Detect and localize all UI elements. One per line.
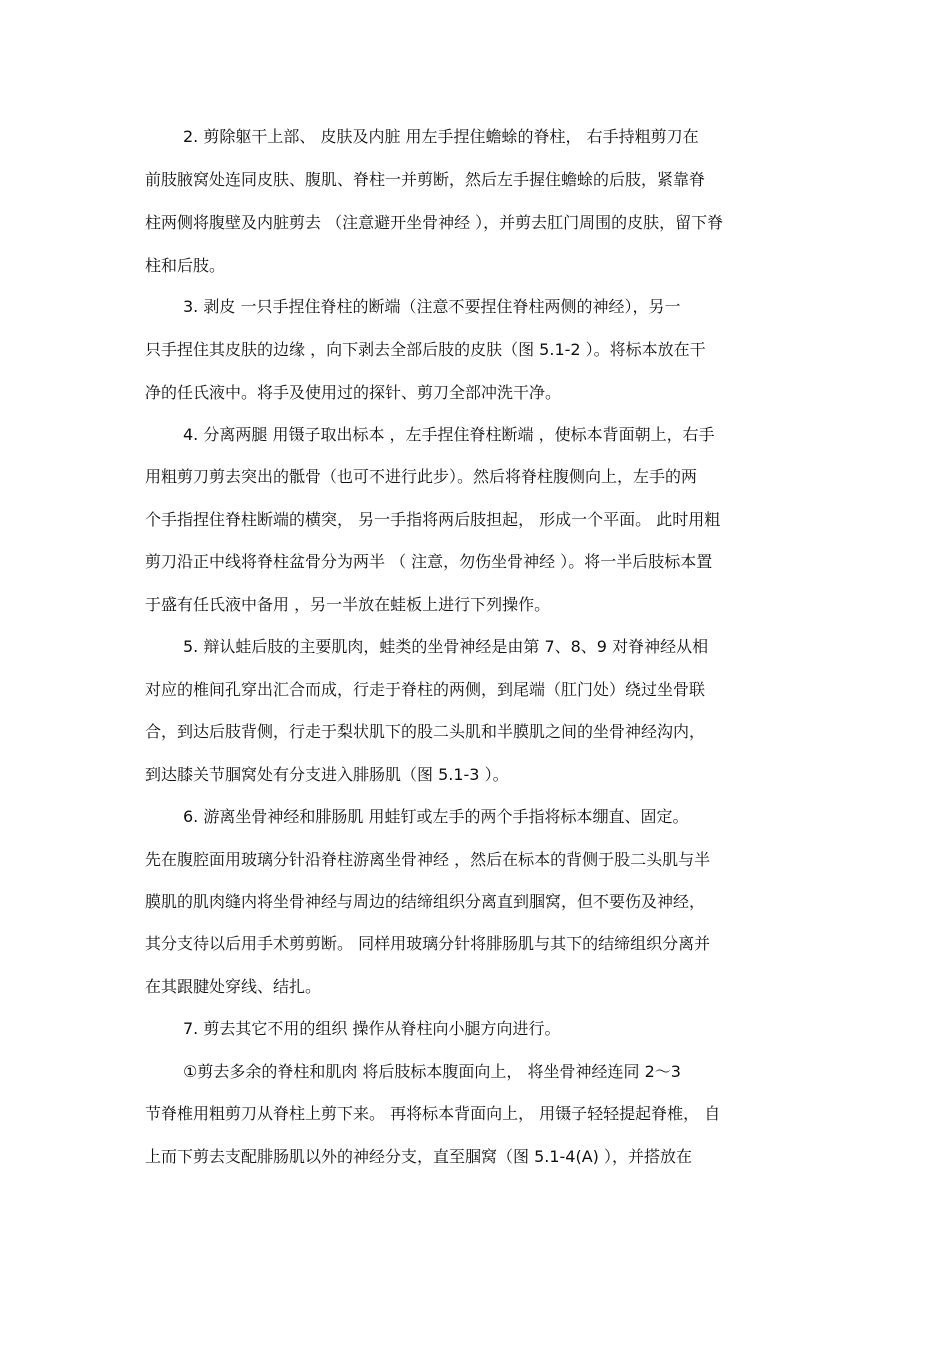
text-line: 5. 辩认蛙后肢的主要肌肉，蛙类的坐骨神经是由第 7、8、9 对脊神经从相 (183, 637, 709, 656)
text-line: 柱两侧将腹壁及内脏剪去 （注意避开坐骨神经 ），并剪去肛门周围的皮肤，留下脊 (145, 213, 724, 232)
text-line: 7. 剪去其它不用的组织 操作从脊柱向小腿方向进行。 (183, 1019, 561, 1038)
text-line: 2. 剪除躯干上部、 皮肤及内脏 用左手捏住蟾蜍的脊柱， 右手持粗剪刀在 (183, 127, 699, 146)
text-line: 上而下剪去支配腓肠肌以外的神经分支，直至腘窝（图 5.1-4(A) ），并搭放在 (145, 1147, 693, 1166)
text-line: 4. 分离两腿 用镊子取出标本 ，左手捏住脊柱断端 ，使标本背面朝上，右手 (183, 425, 715, 444)
text-line: 合，到达后肢背侧，行走于梨状肌下的股二头肌和半膜肌之间的坐骨神经沟内， (145, 722, 706, 741)
text-line: 用粗剪刀剪去突出的骶骨（也可不进行此步）。然后将脊柱腹侧向上，左手的两 (145, 467, 698, 486)
text-line: 到达膝关节腘窝处有分支进入腓肠肌（图 5.1-3 ）。 (145, 765, 509, 784)
text-line: 在其跟腱处穿线、结扎。 (145, 977, 322, 996)
text-line: 只手捏住其皮肤的边缘 ，向下剥去全部后肢的皮肤（图 5.1-2 ）。将标本放在干 (145, 340, 706, 359)
text-line: 于盛有任氏液中备用 ，另一半放在蛙板上进行下列操作。 (145, 595, 551, 614)
text-line: 对应的椎间孔穿出汇合而成，行走于脊柱的两侧，到尾端（肛门处）绕过坐骨联 (145, 680, 706, 699)
text-line: 6. 游离坐骨神经和腓肠肌 用蛙钉或左手的两个手指将标本绷直、固定。 (183, 807, 689, 826)
text-line: 膜肌的肌肉缝内将坐骨神经与周边的结缔组织分离直到腘窝，但不要伤及神经， (145, 892, 706, 911)
text-line: 先在腹腔面用玻璃分针沿脊柱游离坐骨神经 ，然后在标本的背侧于股二头肌与半 (145, 850, 711, 869)
text-line: 3. 剥皮 一只手捏住脊柱的断端（注意不要捏住脊柱两侧的神经），另一 (183, 297, 681, 316)
text-line: 前肢腋窝处连同皮肤、腹肌、脊柱一并剪断，然后左手握住蟾蜍的后肢，紧靠脊 (145, 170, 706, 189)
text-line: 个手指捏住脊柱断端的横突， 另一手指将两后肢担起， 形成一个平面。 此时用粗 (145, 510, 721, 529)
text-line: 净的任氏液中。将手及使用过的探针、剪刀全部冲洗干净。 (145, 383, 562, 402)
text-line: 柱和后肢。 (145, 256, 226, 275)
text-line: 节脊椎用粗剪刀从脊柱上剪下来。 再将标本背面向上， 用镊子轻轻提起脊椎， 自 (145, 1104, 721, 1123)
text-line: ①剪去多余的脊柱和肌肉 将后肢标本腹面向上， 将坐骨神经连同 2～3 (183, 1062, 681, 1081)
text-line: 其分支待以后用手术剪剪断。 同样用玻璃分针将腓肠肌与其下的结缔组织分离并 (145, 934, 711, 953)
text-line: 剪刀沿正中线将脊柱盆骨分为两半 （ 注意，勿伤坐骨神经 ）。将一半后肢标本置 (145, 552, 713, 571)
